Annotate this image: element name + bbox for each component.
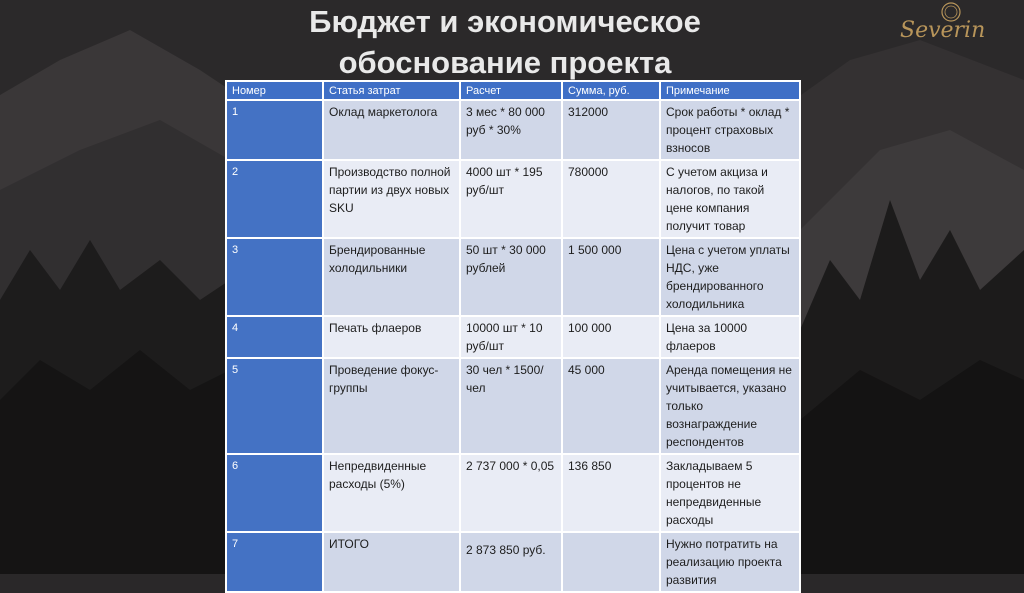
row-calc: 2 873 850 руб. [460,532,562,592]
row-calc: 4000 шт * 195 руб/шт [460,160,562,238]
row-note: Цена за 10000 флаеров [660,316,800,358]
title-line-1: Бюджет и экономическое [309,4,701,39]
row-number: 7 [226,532,323,592]
table-row [226,358,800,454]
row-number: 1 [226,100,323,160]
row-sum: 780000 [562,160,660,238]
row-note: Аренда помещения не учитывается, указано только вознаграждение респондентов [660,358,800,454]
table-header-row [226,81,800,100]
table-row [226,532,800,592]
row-calc: 3 мес * 80 000 руб * 30% [460,100,562,160]
table-row [226,238,800,316]
row-calc: 50 шт * 30 000 рублей [460,238,562,316]
header-note: Примечание [660,81,800,100]
row-item: Производство полной партии из двух новых SKU [323,160,460,238]
row-number: 2 [226,160,323,238]
row-item: ИТОГО [323,532,460,592]
budget-table [225,80,801,593]
table-row [226,100,800,160]
row-number: 4 [226,316,323,358]
row-note: Срок работы * оклад * процент страховых взносов [660,100,800,160]
row-note: Цена с учетом уплаты НДС, уже брендированного холодильника [660,238,800,316]
row-sum: 312000 [562,100,660,160]
row-sum [562,532,660,592]
page-title [230,0,780,83]
row-calc: 30 чел * 1500/чел [460,358,562,454]
header-number: Номер [226,81,323,100]
row-note: Закладываем 5 процентов не непредвиденные расходы [660,454,800,532]
row-sum: 136 850 [562,454,660,532]
row-item: Непредвиденные расходы (5%) [323,454,460,532]
row-note: С учетом акциза и налогов, по такой цене компания получит товар [660,160,800,238]
row-sum: 1 500 000 [562,238,660,316]
table-row [226,160,800,238]
row-number: 3 [226,238,323,316]
header-sum: Сумма, руб. [562,81,660,100]
table-row [226,454,800,532]
header-calc: Расчет [460,81,562,100]
row-calc: 10000 шт * 10 руб/шт [460,316,562,358]
row-number: 5 [226,358,323,454]
row-number: 6 [226,454,323,532]
row-calc: 2 737 000 * 0,05 [460,454,562,532]
header-item: Статья затрат [323,81,460,100]
severin-logo-text: Severin [900,18,986,43]
table-row [226,316,800,358]
row-note: Нужно потратить на реализацию проекта развития [660,532,800,592]
row-item: Печать флаеров [323,316,460,358]
row-sum: 100 000 [562,316,660,358]
title-line-2: обоснование проекта [338,45,672,80]
row-sum: 45 000 [562,358,660,454]
row-item: Брендированные холодильники [323,238,460,316]
row-item: Оклад маркетолога [323,100,460,160]
row-item: Проведение фокус-группы [323,358,460,454]
